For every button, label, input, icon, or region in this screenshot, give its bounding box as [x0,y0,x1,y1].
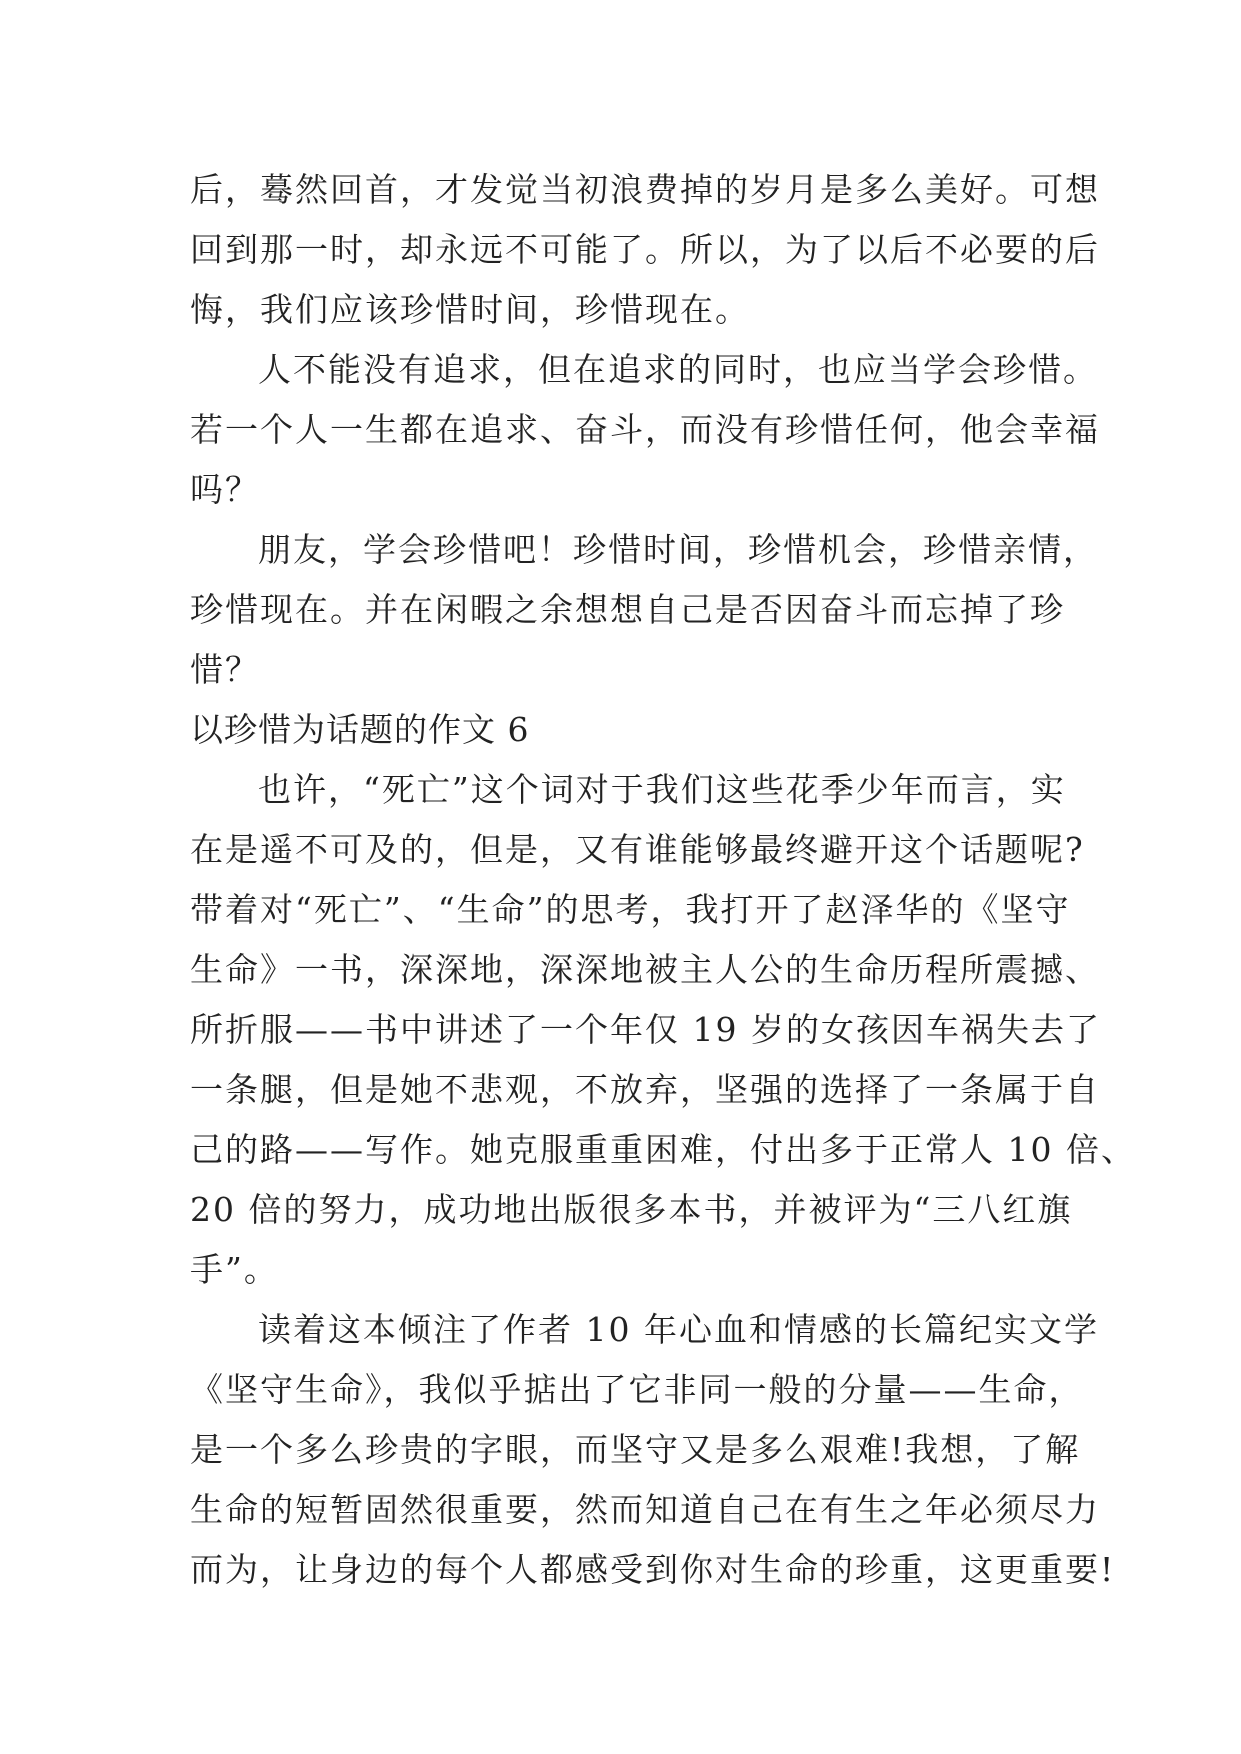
text-line: 在是遥不可及的，但是，又有谁能够最终避开这个话题呢? [190,830,1085,869]
text-line: 一条腿，但是她不悲观，不放弃，坚强的选择了一条属于自 [190,1070,1100,1109]
text-line: 是一个多么珍贵的字眼，而坚守又是多么艰难!我想，了解 [190,1430,1081,1469]
text-line: 带着对“死亡”、“生命”的思考，我打开了赵泽华的《坚守 [190,890,1071,929]
text-line: 回到那一时，却永远不可能了。所以，为了以后不必要的后 [190,230,1100,269]
text-line: 生命的短暂固然很重要，然而知道自己在有生之年必须尽力 [190,1490,1100,1529]
text-line: 吗？ [190,470,260,509]
text-line: 珍惜现在。并在闲暇之余想想自己是否因奋斗而忘掉了珍 [190,590,1065,629]
text-line: 若一个人一生都在追求、奋斗，而没有珍惜任何，他会幸福 [190,410,1100,449]
paragraph-start-line: 朋友，学会珍惜吧！珍惜时间，珍惜机会，珍惜亲情， [258,530,1098,569]
essay-heading: 以珍惜为话题的作文 6 [190,710,530,749]
text-line: 《坚守生命》，我似乎掂出了它非同一般的分量——生命， [190,1370,1084,1409]
text-line: 悔，我们应该珍惜时间，珍惜现在。 [190,290,750,329]
text-line: 己的路——写作。她克服重重困难，付出多于正常人 10 倍、 [190,1130,1136,1169]
paragraph-start-line: 读着这本倾注了作者 10 年心血和情感的长篇纪实文学 [258,1310,1099,1349]
text-line: 后，蓦然回首，才发觉当初浪费掉的岁月是多么美好。可想 [190,170,1100,209]
text-line: 手”。 [190,1250,279,1289]
text-line: 而为，让身边的每个人都感受到你对生命的珍重，这更重要! [190,1550,1116,1589]
text-line: 生命》一书，深深地，深深地被主人公的生命历程所震撼、 [190,950,1100,989]
document-body [190,160,1136,1600]
text-line: 20 倍的努力，成功地出版很多本书，并被评为“三八红旗 [190,1190,1073,1229]
text-line: 惜？ [190,650,260,689]
paragraph-start-line: 人不能没有追求，但在追求的同时，也应当学会珍惜。 [258,350,1098,389]
text-line: 所折服——书中讲述了一个年仅 19 岁的女孩因车祸失去了 [190,1010,1101,1049]
paragraph-start-line: 也许，“死亡”这个词对于我们这些花季少年而言，实 [258,770,1066,809]
